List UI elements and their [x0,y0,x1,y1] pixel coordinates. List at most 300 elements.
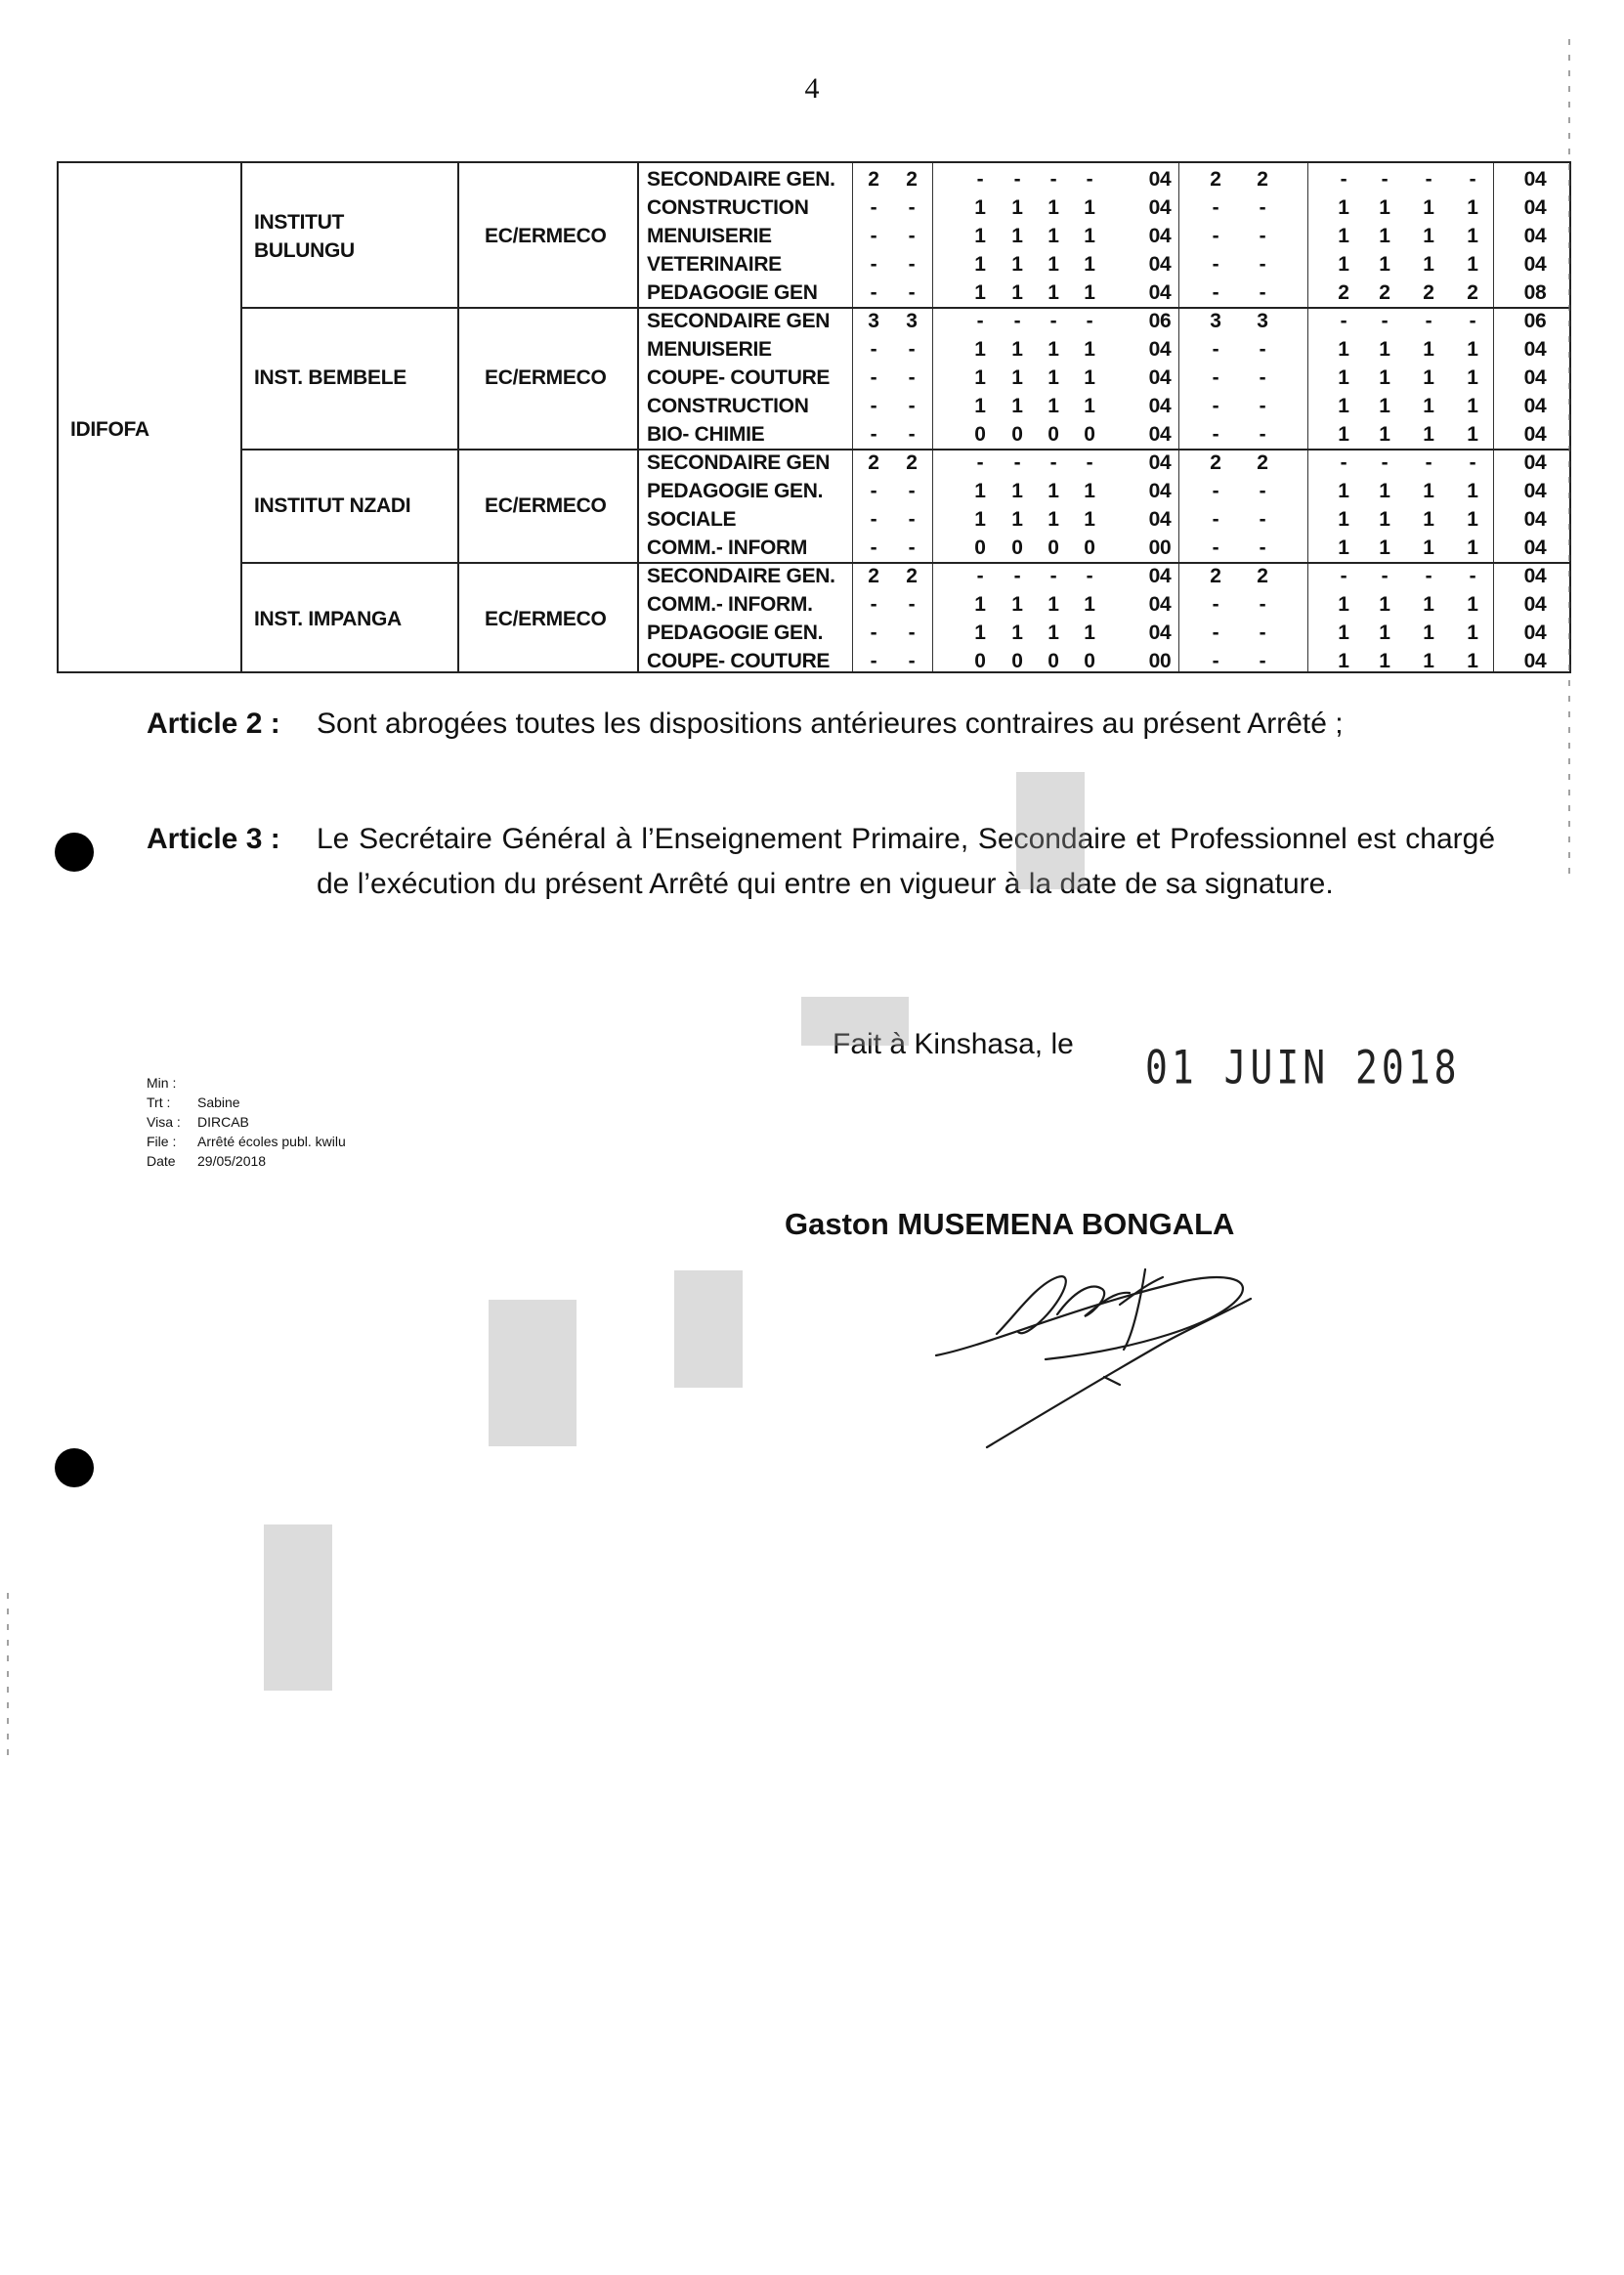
count-cell: - [1259,366,1266,389]
count-cell: 04 [1523,395,1547,417]
count-cell: - [1259,253,1266,276]
count-cell: 04 [1523,168,1547,191]
count-cell: 1 [1467,366,1478,389]
count-cell: 1 [1047,338,1059,361]
count-cell: 2 [868,451,879,474]
count-cell: 0 [1084,537,1095,559]
option-name: PEDAGOGIE GEN. [647,480,824,502]
count-cell: - [908,480,916,502]
count-cell: 1 [1338,253,1349,276]
count-cell: 04 [1523,423,1547,446]
count-cell: - [908,537,916,559]
count-cell: 1 [1084,366,1095,389]
school-regime: EC/ERMECO [485,366,607,389]
count-cell: 1 [1423,338,1434,361]
count-cell: 04 [1523,480,1547,502]
count-cell: - [908,508,916,531]
count-cell: - [908,338,916,361]
count-cell: - [1425,565,1432,587]
count-cell: 3 [868,310,879,332]
count-cell: - [1340,451,1347,474]
option-name: BIO- CHIMIE [647,423,765,446]
article-3-label: Article 3 : [147,823,280,855]
count-cell: - [1340,168,1347,191]
count-cell: - [1086,451,1093,474]
count-cell: 1 [1338,225,1349,247]
count-cell: - [1049,565,1057,587]
count-cell: 2 [868,168,879,191]
count-cell: - [1259,508,1266,531]
count-cell: 1 [1338,366,1349,389]
punch-hole-mark [55,1448,94,1487]
count-cell: - [908,196,916,219]
count-cell: 1 [1467,225,1478,247]
count-cell: 04 [1148,168,1172,191]
count-cell: - [1259,196,1266,219]
option-name: COUPE- COUTURE [647,366,831,389]
count-cell: 1 [1338,537,1349,559]
count-cell: 1 [1423,650,1434,672]
district-name: IDIFOFA [70,418,150,441]
count-cell: 1 [1379,650,1390,672]
count-cell: 0 [974,650,986,672]
count-cell: 04 [1148,508,1172,531]
count-cell: 1 [1011,281,1023,304]
school-regime: EC/ERMECO [485,607,607,630]
count-cell: 04 [1523,593,1547,616]
count-cell: 1 [1084,281,1095,304]
count-cell: 1 [1084,395,1095,417]
count-cell: 1 [974,338,986,361]
count-cell: 2 [1210,168,1221,191]
count-cell: 04 [1148,423,1172,446]
count-cell: 1 [1084,196,1095,219]
memo-value: 29/05/2018 [197,1153,267,1169]
count-cell: 1 [1047,395,1059,417]
count-cell: 1 [1011,225,1023,247]
count-cell: 2 [868,565,879,587]
count-cell: 1 [1379,508,1390,531]
count-cell: 04 [1523,366,1547,389]
count-cell: 1 [1084,338,1095,361]
count-cell: 1 [1047,225,1059,247]
school-name: INSTITUT NZADI [254,494,411,517]
count-cell: - [870,650,877,672]
count-cell: 1 [1084,253,1095,276]
count-cell: 04 [1523,338,1547,361]
count-cell: 04 [1523,253,1547,276]
count-cell: 1 [1379,338,1390,361]
schools-table [57,161,1571,673]
count-cell: 1 [1467,593,1478,616]
option-name: SECONDAIRE GEN. [647,168,835,191]
count-cell: 1 [974,281,986,304]
count-cell: 1 [1011,253,1023,276]
count-cell: - [1340,565,1347,587]
count-cell: 04 [1523,196,1547,219]
count-cell: 1 [1047,196,1059,219]
article-2-label: Article 2 : [147,708,280,740]
count-cell: 1 [1423,395,1434,417]
count-cell: 04 [1148,225,1172,247]
count-cell: 04 [1523,508,1547,531]
count-cell: 04 [1148,593,1172,616]
count-cell: 1 [1047,508,1059,531]
option-name: COMM.- INFORM. [647,593,813,616]
school-regime: EC/ERMECO [485,494,607,517]
count-cell: - [908,225,916,247]
count-cell: - [1212,622,1219,644]
count-cell: 0 [1011,423,1023,446]
count-cell: 1 [1338,423,1349,446]
memo-key: Visa : [147,1114,181,1130]
count-cell: 1 [1423,196,1434,219]
count-cell: 04 [1523,537,1547,559]
count-cell: 1 [1047,593,1059,616]
count-cell: 0 [1084,423,1095,446]
count-cell: 1 [1011,338,1023,361]
count-cell: - [1013,451,1021,474]
count-cell: - [1381,451,1389,474]
column-rule [1307,163,1308,671]
count-cell: 1 [974,366,986,389]
count-cell: 00 [1148,537,1172,559]
count-cell: 1 [1379,622,1390,644]
option-name: COMM.- INFORM [647,537,808,559]
count-cell: - [1469,310,1476,332]
count-cell: 1 [1467,196,1478,219]
count-cell: 0 [1047,423,1059,446]
count-cell: 1 [974,593,986,616]
count-cell: - [1259,622,1266,644]
count-cell: 04 [1148,451,1172,474]
count-cell: 2 [1338,281,1349,304]
count-cell: - [1259,281,1266,304]
count-cell: - [870,423,877,446]
count-cell: 1 [1338,593,1349,616]
count-cell: 1 [1338,480,1349,502]
count-cell: 06 [1523,310,1547,332]
option-name: PEDAGOGIE GEN [647,281,818,304]
count-cell: 1 [1379,593,1390,616]
count-cell: - [870,395,877,417]
count-cell: - [870,196,877,219]
memo-key: File : [147,1134,177,1149]
column-rule [852,163,853,671]
count-cell: - [870,366,877,389]
count-cell: 1 [1467,253,1478,276]
count-cell: 1 [1338,508,1349,531]
memo-line [147,1093,346,1112]
count-cell: - [1259,650,1266,672]
count-cell: 1 [1084,593,1095,616]
count-cell: - [1381,168,1389,191]
memo-line [147,1073,346,1093]
count-cell: 1 [1467,395,1478,417]
count-cell: 1 [1379,366,1390,389]
memo-line [147,1132,346,1151]
count-cell: 04 [1523,225,1547,247]
count-cell: - [1049,168,1057,191]
count-cell: - [1259,225,1266,247]
count-cell: 04 [1148,253,1172,276]
count-cell: 1 [974,253,986,276]
count-cell: 04 [1523,451,1547,474]
count-cell: - [908,650,916,672]
option-name: SECONDAIRE GEN [647,310,831,332]
count-cell: 2 [1379,281,1390,304]
count-cell: 04 [1148,565,1172,587]
article-2-text: Sont abrogées toutes les dispositions antérieures contraires au présent Arrêté ; [317,708,1344,740]
count-cell: - [1259,395,1266,417]
count-cell: - [870,508,877,531]
count-cell: 1 [1047,622,1059,644]
count-cell: - [1212,366,1219,389]
count-cell: 2 [1257,451,1268,474]
count-cell: 1 [1423,622,1434,644]
article-2 [147,702,1495,747]
count-cell: - [870,225,877,247]
count-cell: 1 [1011,622,1023,644]
count-cell: - [1425,451,1432,474]
count-cell: - [1425,310,1432,332]
count-cell: 0 [1047,537,1059,559]
count-cell: - [1469,565,1476,587]
count-cell: 1 [1467,650,1478,672]
option-name: SECONDAIRE GEN [647,451,831,474]
count-cell: 1 [1011,593,1023,616]
count-cell: 1 [1011,480,1023,502]
count-cell: 06 [1148,310,1172,332]
count-cell: 1 [974,196,986,219]
memo-value: Arrêté écoles publ. kwilu [197,1134,346,1149]
count-cell: 1 [1467,537,1478,559]
handwritten-signature [928,1256,1300,1481]
count-cell: 1 [1379,196,1390,219]
count-cell: - [976,168,984,191]
count-cell: 04 [1148,281,1172,304]
count-cell: 2 [906,168,918,191]
count-cell: - [1259,338,1266,361]
count-cell: 1 [1047,366,1059,389]
count-cell: 1 [1338,395,1349,417]
count-cell: - [870,537,877,559]
school-name: BULUNGU [254,238,355,262]
count-cell: 1 [1379,253,1390,276]
count-cell: 04 [1523,622,1547,644]
count-cell: 1 [1338,650,1349,672]
school-name: INST. IMPANGA [254,607,402,630]
count-cell: - [1212,338,1219,361]
count-cell: - [908,253,916,276]
count-cell: 04 [1148,338,1172,361]
count-cell: 1 [1047,253,1059,276]
count-cell: 2 [1257,565,1268,587]
count-cell: 0 [1011,650,1023,672]
count-cell: - [1212,650,1219,672]
punch-hole-mark [55,833,94,872]
count-cell: - [1469,168,1476,191]
count-cell: - [1086,565,1093,587]
option-name: CONSTRUCTION [647,395,809,417]
count-cell: 04 [1148,196,1172,219]
count-cell: 1 [1338,622,1349,644]
count-cell: - [1212,395,1219,417]
option-name: PEDAGOGIE GEN. [647,622,824,644]
count-cell: 1 [1011,366,1023,389]
memo-key: Date [147,1153,176,1169]
count-cell: - [870,338,877,361]
school-name: INST. BEMBELE [254,366,406,389]
count-cell: 1 [1467,423,1478,446]
memo-key: Min : [147,1075,177,1091]
count-cell: 1 [1423,423,1434,446]
count-cell: 0 [974,423,986,446]
count-cell: - [1086,310,1093,332]
count-cell: 1 [1338,196,1349,219]
count-cell: 1 [1084,225,1095,247]
memo-key: Trt : [147,1095,171,1110]
memo-line [147,1112,346,1132]
count-cell: - [908,622,916,644]
count-cell: 1 [1379,225,1390,247]
count-cell: 2 [906,451,918,474]
count-cell: 1 [1423,593,1434,616]
count-cell: - [908,395,916,417]
count-cell: - [1013,168,1021,191]
school-regime: EC/ERMECO [485,225,607,247]
count-cell: 1 [1011,196,1023,219]
count-cell: 1 [1467,338,1478,361]
memo-value: Sabine [197,1095,240,1110]
count-cell: 04 [1148,480,1172,502]
article-3-text: Le Secrétaire Général à l’Enseignement Primaire, Secondaire et Professionnel est chargé de l’exécution du présent Arrêté qui entre en vigueur à la date de sa signature. [317,823,1495,900]
count-cell: 1 [1011,508,1023,531]
school-name: INSTITUT [254,210,345,234]
count-cell: - [1086,168,1093,191]
count-cell: - [1212,480,1219,502]
count-cell: - [1469,451,1476,474]
count-cell: 1 [1423,508,1434,531]
count-cell: - [870,593,877,616]
count-cell: 1 [974,480,986,502]
count-cell: 2 [1257,168,1268,191]
count-cell: 3 [1257,310,1268,332]
count-cell: - [1212,423,1219,446]
count-cell: - [870,281,877,304]
count-cell: 1 [974,395,986,417]
count-cell: 1 [1423,480,1434,502]
option-name: MENUISERIE [647,225,772,247]
count-cell: 1 [1084,480,1095,502]
count-cell: - [908,593,916,616]
option-name: VETERINAIRE [647,253,782,276]
memo-block [147,1073,346,1171]
option-name: SECONDAIRE GEN. [647,565,835,587]
count-cell: - [1259,480,1266,502]
count-cell: - [1259,423,1266,446]
count-cell: 0 [1011,537,1023,559]
count-cell: 2 [1210,451,1221,474]
article-3 [147,817,1495,907]
option-name: CONSTRUCTION [647,196,809,219]
count-cell: - [976,310,984,332]
count-cell: - [976,451,984,474]
count-cell: 0 [974,537,986,559]
count-cell: 1 [974,225,986,247]
option-name: COUPE- COUTURE [647,650,831,672]
count-cell: - [1013,565,1021,587]
signing-place: Fait à Kinshasa, le [833,1028,1074,1060]
count-cell: - [1259,593,1266,616]
count-cell: 3 [906,310,918,332]
count-cell: - [1212,593,1219,616]
count-cell: 1 [1467,622,1478,644]
count-cell: 1 [974,508,986,531]
count-cell: 1 [1423,366,1434,389]
count-cell: 00 [1148,650,1172,672]
count-cell: - [908,366,916,389]
count-cell: 08 [1523,281,1547,304]
count-cell: 04 [1523,565,1547,587]
count-cell: 1 [1379,537,1390,559]
count-cell: - [1212,253,1219,276]
count-cell: 2 [1423,281,1434,304]
count-cell: - [870,480,877,502]
count-cell: - [1049,451,1057,474]
count-cell: 1 [1011,395,1023,417]
count-cell: 0 [1084,650,1095,672]
count-cell: 1 [974,622,986,644]
count-cell: 1 [1047,480,1059,502]
option-name: MENUISERIE [647,338,772,361]
count-cell: 1 [1379,423,1390,446]
option-name: SOCIALE [647,508,737,531]
count-cell: 2 [1467,281,1478,304]
count-cell: 1 [1084,508,1095,531]
count-cell: 04 [1523,650,1547,672]
count-cell: - [1381,565,1389,587]
count-cell: 0 [1047,650,1059,672]
count-cell: 1 [1423,225,1434,247]
memo-value: DIRCAB [197,1114,249,1130]
count-cell: - [1340,310,1347,332]
count-cell: - [908,423,916,446]
count-cell: 3 [1210,310,1221,332]
count-cell: 1 [1047,281,1059,304]
count-cell: - [1381,310,1389,332]
count-cell: 1 [1084,622,1095,644]
count-cell: 2 [1210,565,1221,587]
count-cell: - [1212,225,1219,247]
count-cell: - [976,565,984,587]
page-number: 4 [804,72,820,105]
count-cell: - [1013,310,1021,332]
count-cell: - [1259,537,1266,559]
count-cell: - [870,253,877,276]
count-cell: 1 [1379,395,1390,417]
count-cell: 1 [1423,537,1434,559]
count-cell: 1 [1467,480,1478,502]
date-stamp: 01 JUIN 2018 [1145,1040,1461,1095]
count-cell: - [870,622,877,644]
signer-name: Gaston MUSEMENA BONGALA [785,1207,1235,1241]
count-cell: 1 [1338,338,1349,361]
count-cell: 04 [1148,366,1172,389]
count-cell: - [1049,310,1057,332]
count-cell: 1 [1379,480,1390,502]
count-cell: - [908,281,916,304]
